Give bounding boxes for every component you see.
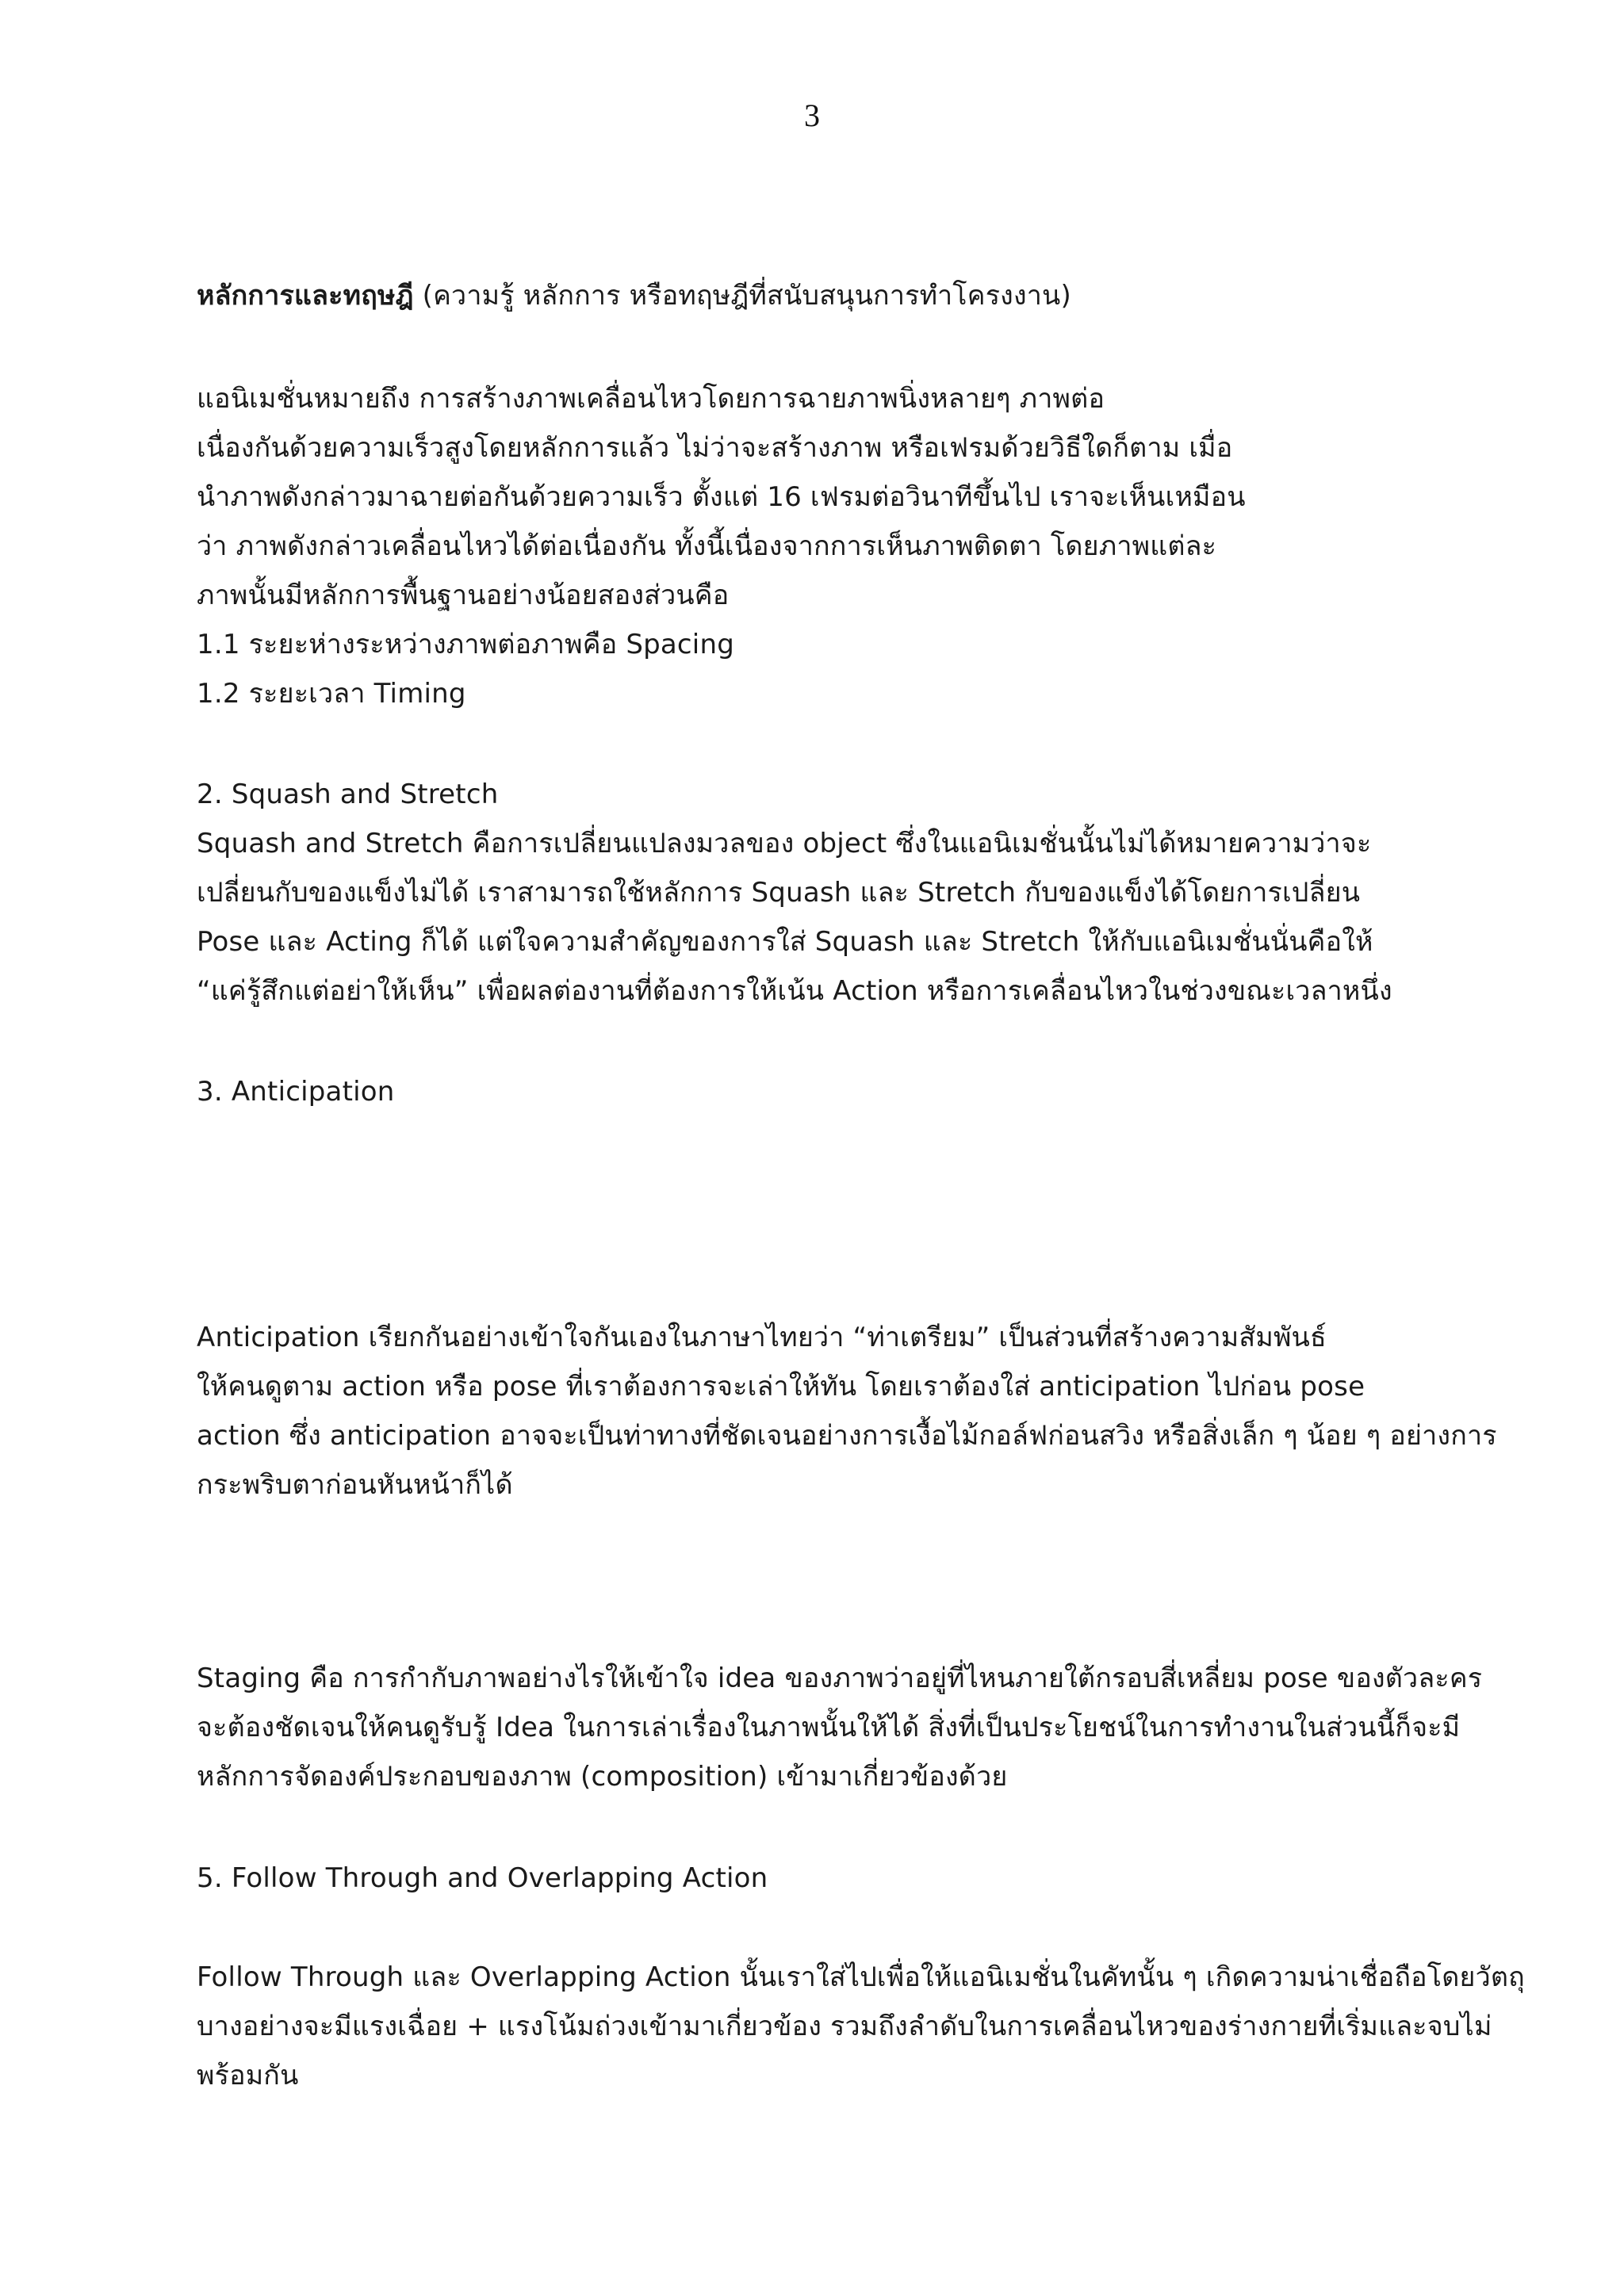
section-title-anticipation: 3. Anticipation	[197, 1076, 395, 1108]
intro-line: เนื่องกันด้วยความเร็วสูงโดยหลักการแล้ว ไม่ว่าจะสร้างภาพ หรือเฟรมด้วยวิธีใดก็ตาม เมื่อ	[197, 432, 1233, 464]
staging-line: จะต้องชัดเจนให้คนดูรับรู้ Idea ในการเล่าเรื่องในภาพนั้นให้ได้ สิ่งที่เป็นประโยชน์ในการทำงานในส่วนนี้ก็จะมี	[197, 1712, 1461, 1743]
heading-bold-title: หลักการและทฤษฎี	[197, 280, 414, 312]
page-number: 3	[804, 98, 820, 133]
follow-through-line: Follow Through และ Overlapping Action นั้นเราใส่ไปเพื่อให้แอนิเมชั่นในคัทนั้น ๆ เกิดความน่าเชื่อถือโดยวัตถุ	[197, 1961, 1525, 1993]
anticipation-line: กระพริบตาก่อนหันหน้าก็ได้	[197, 1469, 513, 1501]
section-title-squash: 2. Squash and Stretch	[197, 779, 499, 810]
staging-line: หลักการจัดองค์ประกอบของภาพ (composition) เข้ามาเกี่ยวข้องด้วย	[197, 1761, 1008, 1793]
squash-line: “แค่รู้สึกแต่อย่าให้เห็น” เพื่อผลต่องานที่ต้องการให้เน้น Action หรือการเคลื่อนไหวในช่วงขณะเวลาหนึ่ง	[197, 975, 1392, 1007]
follow-through-line: บางอย่างจะมีแรงเฉื่อย + แรงโน้มถ่วงเข้ามาเกี่ยวข้อง รวมถึงลำดับในการเคลื่อนไหวของร่างกายที่เริ่มและจบไม่	[197, 2011, 1492, 2042]
intro-line: แอนิเมชั่นหมายถึง การสร้างภาพเคลื่อนไหวโดยการฉายภาพนิ่งหลายๆ ภาพต่อ	[197, 383, 1105, 415]
intro-line: นำภาพดังกล่าวมาฉายต่อกันด้วยความเร็ว ตั้งแต่ 16 เฟรมต่อวินาทีขึ้นไป เราจะเห็นเหมือน	[197, 481, 1246, 513]
staging-line: Staging คือ การกำกับภาพอย่างไรให้เข้าใจ idea ของภาพว่าอยู่ที่ไหนภายใต้กรอบสี่เหลี่ยม pose ของตัวละคร	[197, 1663, 1483, 1694]
intro-item-spacing: 1.1 ระยะห่างระหว่างภาพต่อภาพคือ Spacing	[197, 629, 734, 660]
intro-line: ว่า ภาพดังกล่าวเคลื่อนไหวได้ต่อเนื่องกัน ทั้งนี้เนื่องจากการเห็นภาพติดตา โดยภาพแต่ละ	[197, 530, 1217, 562]
section-heading	[197, 277, 1071, 315]
squash-line: Pose และ Acting ก็ได้ แต่ใจความสำคัญของการใส่ Squash และ Stretch ให้กับแอนิเมชั่นนั่นคือให้	[197, 926, 1373, 958]
heading-subtitle: (ความรู้ หลักการ หรือทฤษฎีที่สนับสนุนการทำโครงงาน)	[413, 280, 1071, 312]
anticipation-line: ให้คนดูตาม action หรือ pose ที่เราต้องการจะเล่าให้ทัน โดยเราต้องใส่ anticipation ไปก่อน pose	[197, 1371, 1365, 1402]
intro-item-timing: 1.2 ระยะเวลา Timing	[197, 678, 466, 710]
intro-line: ภาพนั้นมีหลักการพื้นฐานอย่างน้อยสองส่วนคือ	[197, 580, 730, 611]
anticipation-line: action ซึ่ง anticipation อาจจะเป็นท่าทางที่ชัดเจนอย่างการเงื้อไม้กอล์ฟก่อนสวิง หรือสิ่งเล็ก ๆ น้อย ๆ อย่างการ	[197, 1420, 1497, 1452]
squash-line: เปลี่ยนกับของแข็งไม่ได้ เราสามารถใช้หลักการ Squash และ Stretch กับของแข็งได้โดยการเปลี่ยน	[197, 877, 1361, 909]
follow-through-line: พร้อมกัน	[197, 2060, 299, 2091]
anticipation-line: Anticipation เรียกกันอย่างเข้าใจกันเองในภาษาไทยว่า “ท่าเตรียม” เป็นส่วนที่สร้างความสัมพันธ์	[197, 1322, 1327, 1353]
squash-line: Squash and Stretch คือการเปลี่ยนแปลงมวลของ object ซึ่งในแอนิเมชั่นนั้นไม่ได้หมายความว่าจะ	[197, 828, 1372, 859]
section-title-follow-through: 5. Follow Through and Overlapping Action	[197, 1862, 768, 1894]
